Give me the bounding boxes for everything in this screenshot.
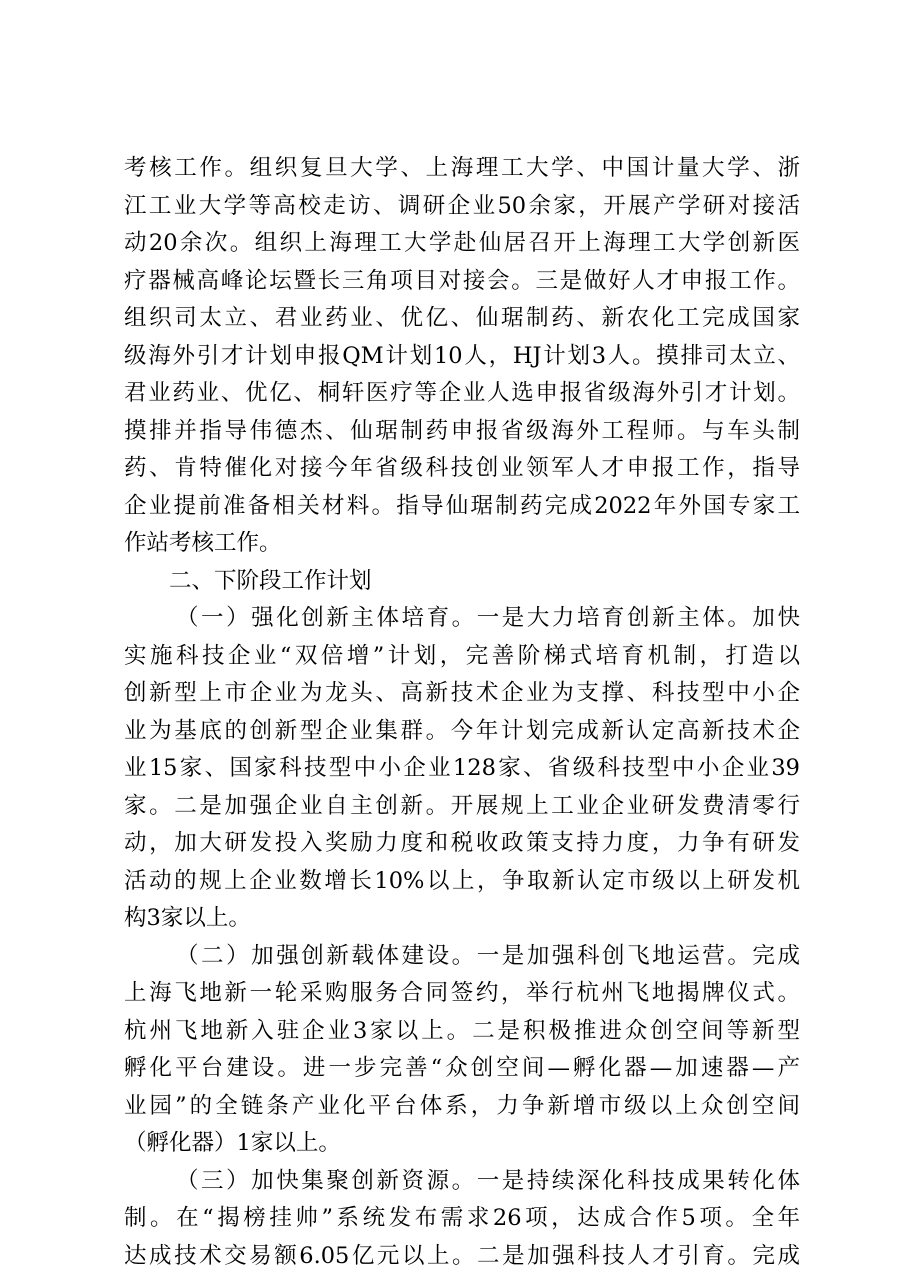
text-line: 业为基底的创新型企业集群。今年计划完成新认定高新技术企 [124,717,800,744]
text-line: 疗器械高峰论坛暨长三角项目对接会。三是做好人才申报工作。 [124,267,800,294]
text-line: 君业药业、优亿、桐轩医疗等企业人选申报省级海外引才计划。 [124,380,800,406]
subsection-first-line: （三）加快集聚创新资源。一是持续深化科技成果转化体 [176,1167,800,1194]
text-line: 家。二是加强企业自主创新。开展规上工业企业研发费清零行 [124,792,800,819]
text-line: 考核工作。组织复旦大学、上海理工大学、中国计量大学、浙 [124,155,800,181]
text-line: 实施科技企业“双倍增”计划，完善阶梯式培育机制，打造以 [124,642,800,669]
text-line: 制。在“揭榜挂帅”系统发布需求26项，达成合作5项。全年 [124,1205,800,1231]
text-line: 构3家以上。 [124,905,251,931]
text-line: 摸排并指导伟德杰、仙琚制药申报省级海外工程师。与车头制 [124,417,800,444]
text-line: 级海外引才计划申报QM计划10人，HJ计划3人。摸排司太立、 [124,342,800,369]
subsection-first-line: （二）加强创新载体建设。一是加强科创飞地运营。完成 [176,942,800,969]
text-line: 动，加大研发投入奖励力度和税收政策支持力度，力争有研发 [124,830,800,856]
document-body [124,150,800,1275]
text-line: 创新型上市企业为龙头、高新技术企业为支撑、科技型中小企 [124,680,800,706]
text-line: 企业提前准备相关材料。指导仙琚制药完成2022年外国专家工 [124,492,800,519]
text-line: 作站考核工作。 [124,530,282,556]
text-line: 达成技术交易额6.05亿元以上。二是加强科技人才引育。完成 [124,1242,800,1269]
text-line: 动20余次。组织上海理工大学赴仙居召开上海理工大学创新医 [124,230,800,256]
text-line: 孵化平台建设。进一步完善“众创空间—孵化器—加速器—产 [124,1055,800,1081]
text-line: 上海飞地新一轮采购服务合同签约，举行杭州飞地揭牌仪式。 [124,980,800,1006]
text-line: （孵化器）1家以上。 [124,1130,341,1156]
text-line: 业15家、国家科技型中小企业128家、省级科技型中小企业39 [124,755,800,781]
text-line: 业园”的全链条产业化平台体系，力争新增市级以上众创空间 [124,1092,800,1119]
text-line: 药、肯特催化对接今年省级科技创业领军人才申报工作，指导 [124,455,800,481]
text-line: 组织司太立、君业药业、优亿、仙琚制药、新农化工完成国家 [124,305,800,331]
text-line: 活动的规上企业数增长10%以上，争取新认定市级以上研发机 [124,867,800,894]
section-heading: 二、下阶段工作计划 [169,567,372,594]
subsection-first-line: （一）强化创新主体培育。一是大力培育创新主体。加快 [176,605,800,631]
text-line: 江工业大学等高校走访、调研企业50余家，开展产学研对接活 [124,192,800,219]
text-line: 杭州飞地新入驻企业3家以上。二是积极推进众创空间等新型 [124,1017,800,1044]
